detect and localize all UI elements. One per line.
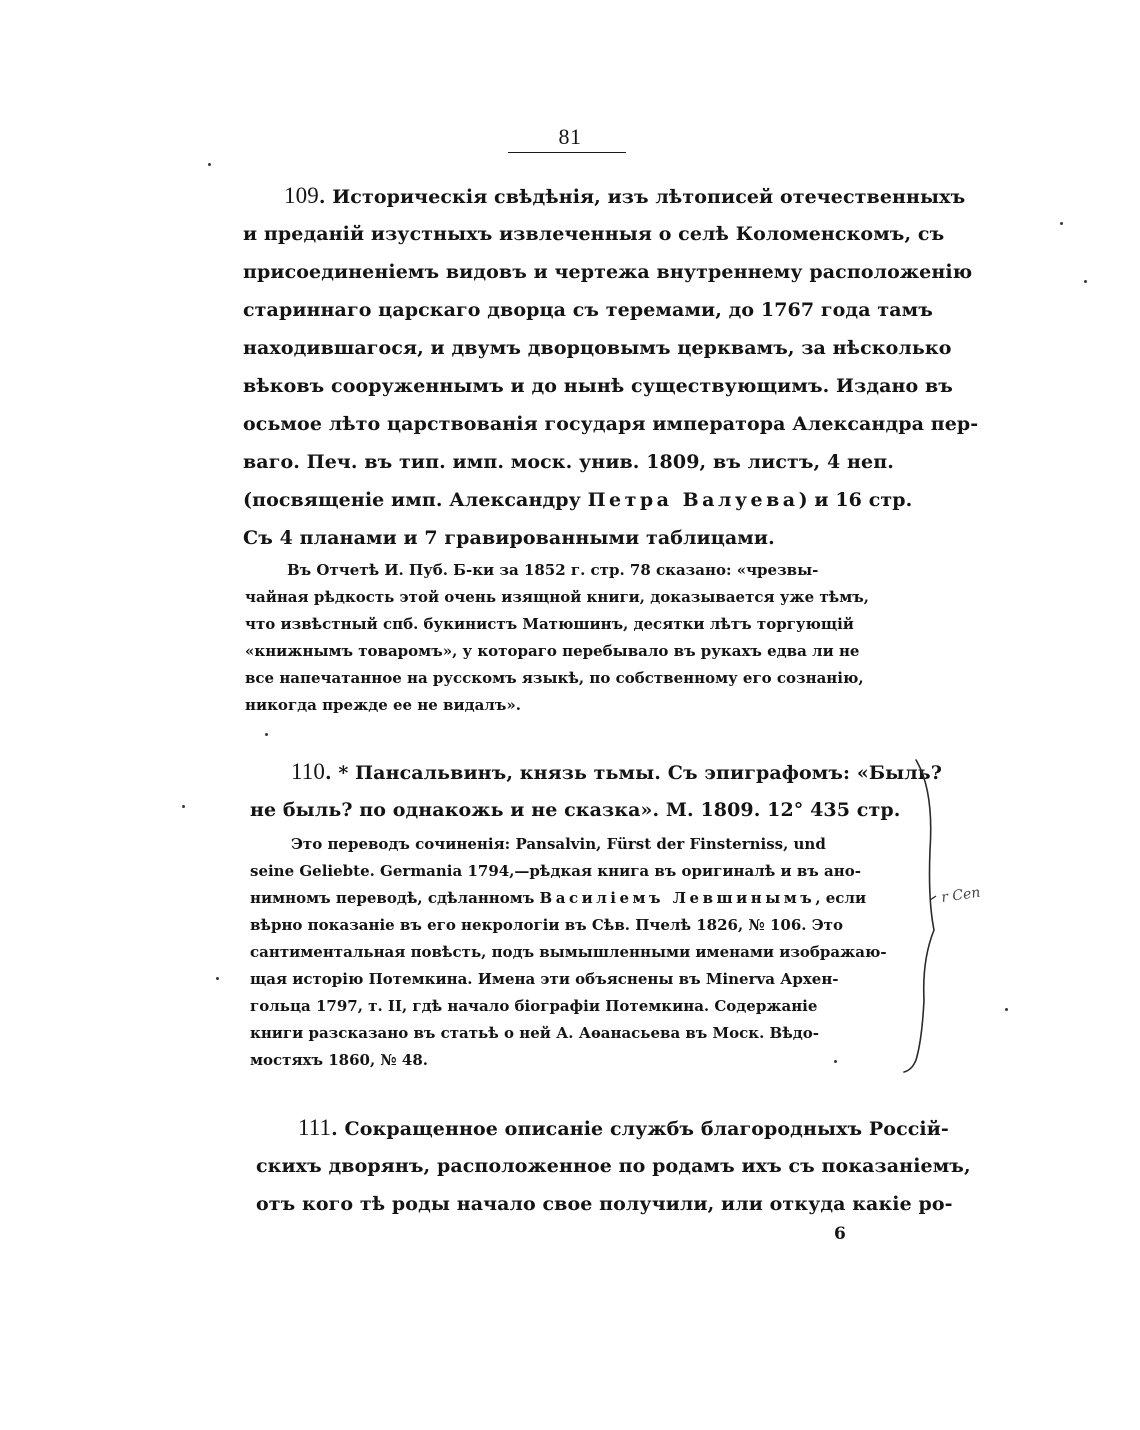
entry-111-line-1: 111. Сокращенное описаніе службъ благородныхъ Россій-	[298, 1115, 949, 1140]
entry-109-line-4: стариннаго царскаго дворца съ теремами, до 1767 года тамъ	[243, 299, 933, 321]
entry-109-line-2: и преданій изустныхъ извлеченныя о селѣ Коломенскомъ, съ	[243, 223, 945, 245]
handwritten-note: r Сen	[940, 884, 982, 906]
note-line: мостяхъ 1860, № 48.	[250, 1051, 429, 1069]
entry-109-line-3: присоединеніемъ видовъ и чертежа внутреннему расположенію	[243, 261, 973, 283]
note-line: гольца 1797, т. II, гдѣ начало біографіи Потемкина. Содержаніе	[250, 997, 818, 1015]
note-line: сантиментальная повѣсть, подъ вымышленными именами изображаю-	[250, 943, 887, 961]
note-line: вѣрно показаніе въ его некрологіи въ Сѣв. Пчелѣ 1826, № 106. Это	[250, 916, 843, 934]
note-line: чайная рѣдкость этой очень изящной книги, доказывается уже тѣмъ,	[245, 588, 869, 606]
paper-speck	[834, 1060, 837, 1063]
entry-109-line-9: (посвященіе имп. Александру Петра Валуева) и 16 стр.	[243, 489, 913, 511]
entry-109-line-6: вѣковъ сооруженнымъ и до нынѣ существующимъ. Издано въ	[243, 375, 953, 397]
author-name: Петра Валуева	[587, 489, 799, 511]
note-line: seine Geliebte. Germania 1794,—рѣдкая книга въ оригиналѣ и въ ано-	[250, 862, 861, 880]
note-line: книги разсказано въ статьѣ о ней А. Аѳанасьева въ Моск. Вѣдо-	[250, 1024, 820, 1042]
note-line: нимномъ переводѣ, сдѣланномъ Василіемъ Левшинымъ, если	[250, 889, 867, 907]
paper-speck	[265, 733, 268, 736]
entry-110-line-2: не быль? по однакожь и не сказка». М. 1809. 12° 435 стр.	[250, 799, 901, 821]
entry-109-line-1: 109. Историческія свѣдѣнія, изъ лѣтописей отечественныхъ	[284, 183, 966, 208]
entry-number-110: 110	[291, 759, 325, 784]
entry-111-line-2: скихъ дворянъ, расположенное по родамъ ихъ съ показаніемъ,	[256, 1155, 971, 1177]
page-number: 81	[558, 124, 582, 149]
note-line: никогда прежде ее не видалъ».	[245, 696, 521, 714]
paper-speck	[182, 805, 185, 808]
entry-number-109: 109	[284, 183, 319, 208]
entry-number-111: 111	[298, 1115, 332, 1140]
entry-111-line-3: отъ кого тѣ роды начало свое получили, или откуда какіе ро-	[256, 1193, 953, 1215]
paper-speck	[1084, 280, 1087, 283]
note-line: все напечатанное на русскомъ языкѣ, по собственному его сознанію,	[245, 669, 864, 687]
translator-name: Василіемъ Левшинымъ	[539, 889, 816, 907]
paper-speck	[1005, 1008, 1008, 1011]
note-line: что извѣстный спб. букинистъ Матюшинъ, десятки лѣтъ торгующій	[245, 615, 854, 633]
note-line: Въ Отчетѣ И. Пуб. Б-ки за 1852 г. стр. 78 сказано: «чрезвы-	[287, 561, 819, 579]
paper-speck	[208, 163, 211, 166]
entry-110-line-1: 110. * Пансальвинъ, князь тьмы. Съ эпиграфомъ: «Быль?	[291, 759, 943, 784]
paper-speck	[1060, 222, 1063, 225]
entry-109-line-7: осьмое лѣто царствованія государя императора Александра пер-	[243, 413, 979, 435]
entry-109-line-10: Съ 4 планами и 7 гравированными таблицами.	[243, 527, 775, 549]
note-line: щая исторію Потемкина. Имена эти объяснены въ Minerva Архен-	[250, 970, 839, 988]
paper-speck	[216, 977, 219, 980]
note-line: Это переводъ сочиненія: Pansalvin, Fürst der Finsterniss, und	[291, 835, 826, 853]
entry-109-line-5: находившагося, и двумъ дворцовымъ церквамъ, за нѣсколько	[243, 337, 952, 359]
entry-109-line-8: ваго. Печ. въ тип. имп. моск. унив. 1809, въ листъ, 4 неп.	[243, 451, 894, 473]
signature-mark: 6	[834, 1224, 846, 1244]
note-line: «книжнымъ товаромъ», у котораго перебывало въ рукахъ едва ли не	[245, 642, 860, 660]
pencil-bracket	[904, 760, 934, 1072]
